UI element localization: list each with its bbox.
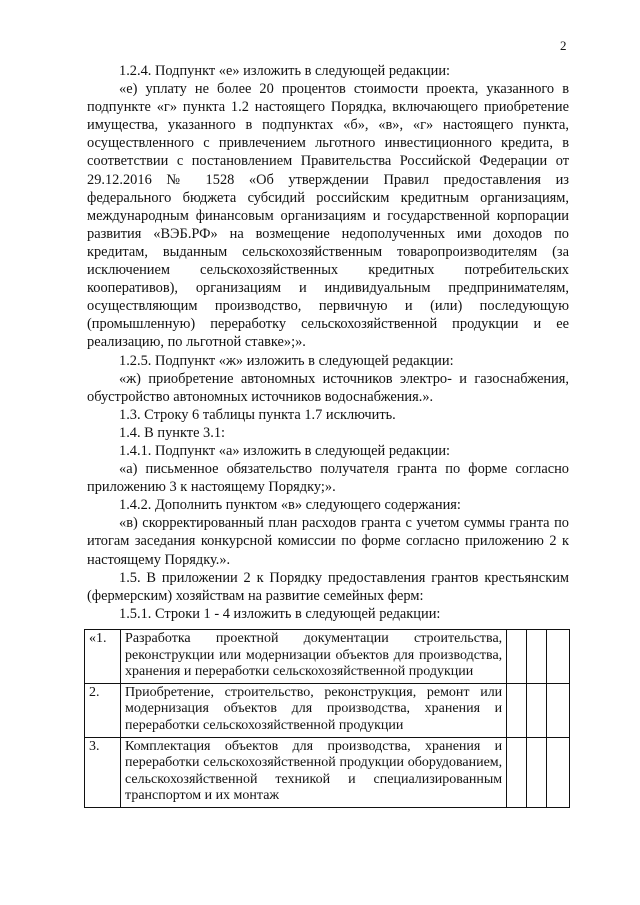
paragraph: 1.5. В приложении 2 к Порядку предоставления грантов крестьянским (фермерским) хозяйствам на развитие семейных ферм: <box>87 569 569 604</box>
row-number: 3. <box>85 737 121 807</box>
paragraph: 1.2.5. Подпункт «ж» изложить в следующей редакции: <box>119 352 454 369</box>
empty-cell <box>507 683 527 737</box>
paragraph: «е) уплату не более 20 процентов стоимости проекта, указанного в подпункте «г» пункта 1.2 настоящего Порядка, включающего приобретение имущества, указанного в подпунктах «б», «в», «г» настоящего пункта, осуществленного с привлечением льготного инвестиционного кредита, в соответствии с постановлением Правительства Российской Федерации от 29.12.2016 № 1528 «Об утверждении Правил предоставления из федерального бюджета субсидий российским кредитным организациям, международным финансовым организациям и государственной корпорации развития «ВЭБ.РФ» на возмещение недополученных ими доходов по кредитам, выданным сельскохозяйственным товаропроизводителям (за исключением сельскохозяйственных кредитных потребительских кооперативов), организациям и индивидуальным предпринимателям, осуществляющим производство, первичную и (или) последующую (промышленную) переработку сельскохозяйственной продукции и ее реализацию, по льготной ставке»;». <box>87 81 569 351</box>
table-row <box>85 683 570 737</box>
row-number: «1. <box>85 630 121 684</box>
row-number: 2. <box>85 683 121 737</box>
empty-cell <box>547 630 570 684</box>
empty-cell <box>547 683 570 737</box>
paragraph: «ж) приобретение автономных источников электро- и газоснабжения, обустройство автономных источников водоснабжения.». <box>87 370 569 405</box>
paragraph: 1.5.1. Строки 1 - 4 изложить в следующей редакции: <box>119 605 441 622</box>
paragraph: «а) письменное обязательство получателя гранта по форме согласно приложению 3 к настоящему Порядку;». <box>87 461 569 496</box>
document-body <box>87 62 569 623</box>
row-description: Приобретение, строительство, реконструкция, ремонт или модернизация объектов для производства, хранения и переработки сельскохозяйственной продукции <box>121 683 507 737</box>
paragraph: 1.4.2. Дополнить пунктом «в» следующего содержания: <box>119 497 461 514</box>
row-description: Комплектация объектов для производства, хранения и переработки сельскохозяйственной продукции оборудованием, сельскохозяйственной техникой и специализированным транспортом и их монтаж <box>121 737 507 807</box>
empty-cell <box>526 737 547 807</box>
paragraph: 1.3. Строку 6 таблицы пункта 1.7 исключить. <box>119 406 396 423</box>
empty-cell <box>507 630 527 684</box>
page-number: 2 <box>560 38 567 53</box>
empty-cell <box>547 737 570 807</box>
expense-table <box>84 629 570 808</box>
empty-cell <box>507 737 527 807</box>
paragraph: 1.4.1. Подпункт «а» изложить в следующей редакции: <box>119 442 451 459</box>
table-row <box>85 737 570 807</box>
paragraph: «в) скорректированный план расходов гранта с учетом суммы гранта по итогам заседания конкурсной комиссии по форме согласно приложению 2 к настоящему Порядку.». <box>87 515 569 568</box>
table-row <box>85 630 570 684</box>
paragraph: 1.2.4. Подпункт «е» изложить в следующей редакции: <box>119 63 451 79</box>
empty-cell <box>526 683 547 737</box>
row-description: Разработка проектной документации строительства, реконструкции или модернизации объектов для производства, хранения и переработки сельскохозяйственной продукции <box>121 630 507 684</box>
empty-cell <box>526 630 547 684</box>
paragraph: 1.4. В пункте 3.1: <box>119 424 226 441</box>
